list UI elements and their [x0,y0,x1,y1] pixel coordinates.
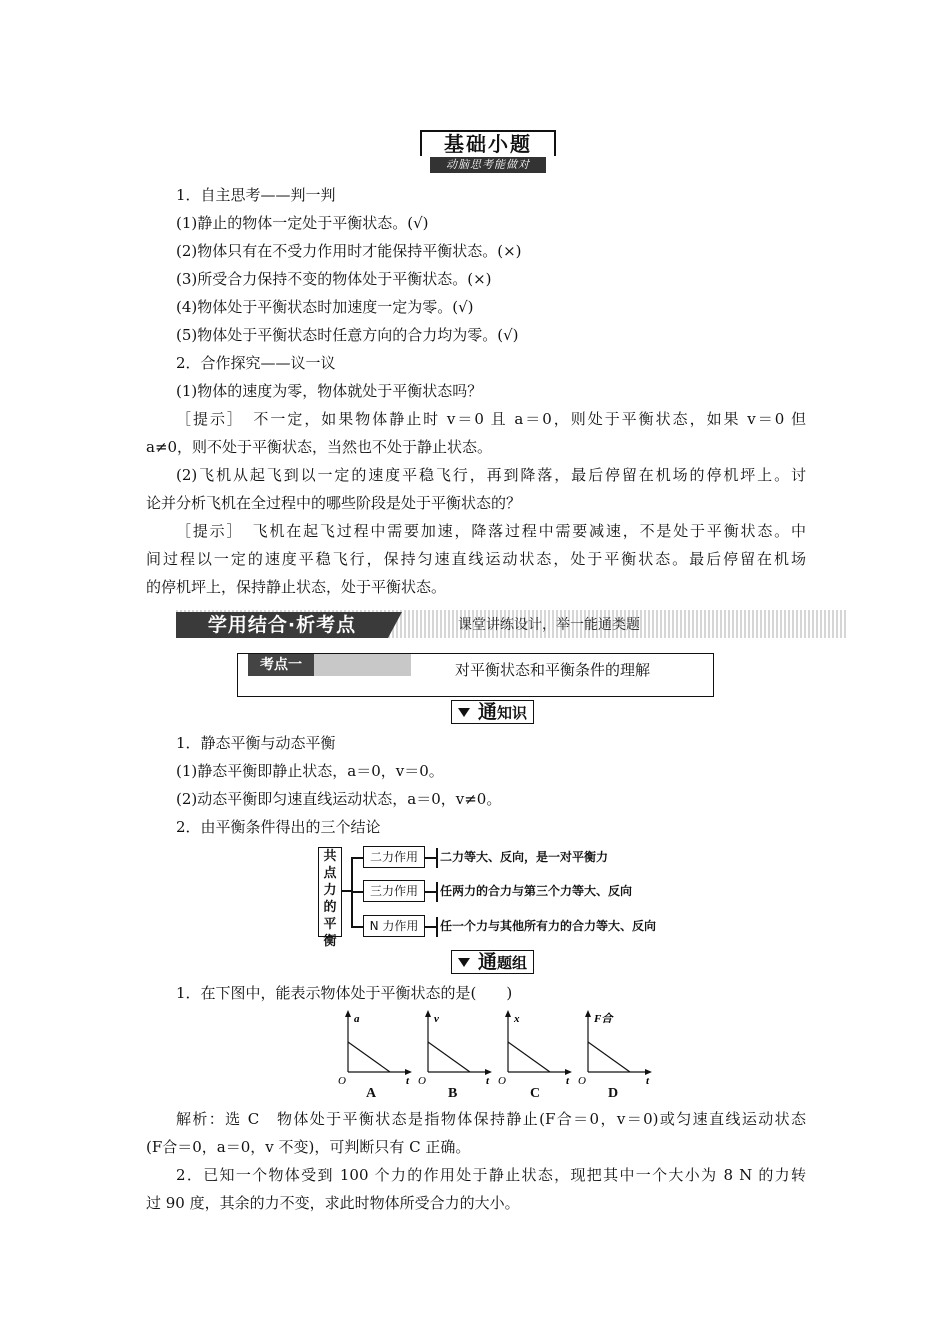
series-line [348,1042,390,1072]
tag-knowledge [451,700,534,724]
hint-2-line-3: 的停机坪上，保持静止状态，处于平衡状态。 [146,578,447,596]
y-axis-arrow [425,1010,431,1017]
question-1-stem: 1．在下图中，能表示物体处于平衡状态的是( ) [176,984,513,1002]
section-band-arrow [388,612,402,638]
diagram-connector [341,890,351,892]
series-line [588,1042,630,1072]
hint-2-line-1: ［提示］ 飞机在起飞过程中需要加速，降落过程中需要减速，不是处于平衡状态。中 [176,522,806,540]
x-axis-label: t [486,1075,490,1085]
knowledge-line-1: (1)静态平衡即静止状态，a＝0，v＝0。 [176,762,444,780]
knowledge-line-2: (2)动态平衡即匀速直线运动状态，a＝0，v≠0。 [176,790,502,808]
triangle-icon [458,708,470,717]
part1-heading: 1．自主思考——判一判 [176,186,336,204]
diagram-connector [351,857,363,859]
option-caption-b: B [448,1086,458,1101]
diagram-connector [436,848,438,868]
diagram-box-two-force: 二力作用 [363,846,425,868]
section-badge-title: 基础小题 [420,130,556,156]
hint-1-line-2: a≠0，则不处于平衡状态，当然也不处于静止状态。 [146,438,493,456]
hint-2-line-2: 间过程以一定的速度平稳飞行，保持匀速直线运动状态，处于平衡状态。最后停留在机场 [146,550,806,568]
diagram-root: 共点力的平衡 [318,847,342,937]
diagram-box-n-force: N 力作用 [363,915,425,937]
kaodian-label: 考点一 [248,654,314,676]
option-caption-d: D [608,1086,619,1101]
section-band-title: 学用结合·析考点 [176,612,388,638]
question-1: (1)物体的速度为零，物体就处于平衡状态吗？ [176,382,483,400]
section-badge-subtitle: 动脑思考能做对 [430,157,546,173]
diagram-connector [436,882,438,902]
y-axis-label: v [434,1013,439,1025]
diagram-text-two-force: 二力等大、反向，是一对平衡力 [440,850,609,864]
kaodian-label-bar [314,654,411,676]
tag-problems-big: 通 [478,951,498,973]
knowledge-heading-1: 1．静态平衡与动态平衡 [176,734,336,752]
y-axis-label: a [354,1013,360,1025]
y-axis-arrow [345,1010,351,1017]
tag-knowledge-rest: 知识 [497,704,528,722]
tag-knowledge-big: 通 [478,701,498,723]
tag-problems [451,950,534,974]
origin-label: O [418,1075,426,1085]
question-2-stem-line-2: 过 90 度，其余的力不变，求此时物体所受合力的大小。 [146,1194,520,1212]
kaodian-title: 对平衡状态和平衡条件的理解 [455,661,651,679]
question-2-stem-line-1: 2．已知一个物体受到 100 个力的作用处于静止状态，现把其中一个大小为 8 N 的力转 [176,1166,806,1184]
judge-item-2: (2)物体只有在不受力作用时才能保持平衡状态。(×) [176,242,522,260]
judge-item-4: (4)物体处于平衡状态时加速度一定为零。(√) [176,298,474,316]
option-caption-c: C [530,1086,541,1101]
diagram-connector [351,891,363,893]
origin-label: O [498,1075,506,1085]
question-2-line-2: 论并分析飞机在全过程中的哪些阶段是处于平衡状态的？ [146,494,522,512]
x-axis-label: t [406,1075,410,1085]
diagram-text-n-force: 任一个力与其他所有力的合力等大、反向 [440,919,657,933]
origin-label: O [578,1075,586,1085]
series-line [508,1042,550,1072]
x-axis-label: t [646,1075,650,1085]
judge-item-3: (3)所受合力保持不变的物体处于平衡状态。(×) [176,270,492,288]
diagram-connector [436,917,438,937]
solution-1-line-2: (F合＝0，a＝0，v 不变)，可判断只有 C 正确。 [146,1138,471,1156]
judge-item-1: (1)静止的物体一定处于平衡状态。(√) [176,214,429,232]
x-axis-label: t [566,1075,570,1085]
hint-1-line-1: ［提示］ 不一定，如果物体静止时 v＝0 且 a＝0，则处于平衡状态，如果 v＝0 但 [176,410,806,428]
section-band-subtitle: 课堂讲练设计，举一能通类题 [458,617,640,633]
diagram-connector [351,926,363,928]
diagram-box-three-force: 三力作用 [363,880,425,902]
origin-label: O [338,1075,346,1085]
part2-heading: 2．合作探究——议一议 [176,354,336,372]
judge-item-5: (5)物体处于平衡状态时任意方向的合力均为零。(√) [176,326,519,344]
y-axis-arrow [585,1010,591,1017]
option-graphs [330,1010,660,1085]
triangle-icon [458,958,470,967]
y-axis-label: x [514,1013,520,1025]
y-axis-label: F合 [594,1013,613,1025]
tag-problems-rest: 题组 [497,954,528,972]
option-caption-a: A [366,1086,377,1101]
series-line [428,1042,470,1072]
diagram-text-three-force: 任两力的合力与第三个力等大、反向 [440,884,633,898]
solution-1-line-1: 解析：选 C 物体处于平衡状态是指物体保持静止(F合＝0，v＝0)或匀速直线运动状态 [176,1110,806,1128]
knowledge-heading-2: 2．由平衡条件得出的三个结论 [176,818,381,836]
question-2-line-1: (2)飞机从起飞到以一定的速度平稳飞行，再到降落，最后停留在机场的停机坪上。讨 [176,466,806,484]
y-axis-arrow [505,1010,511,1017]
